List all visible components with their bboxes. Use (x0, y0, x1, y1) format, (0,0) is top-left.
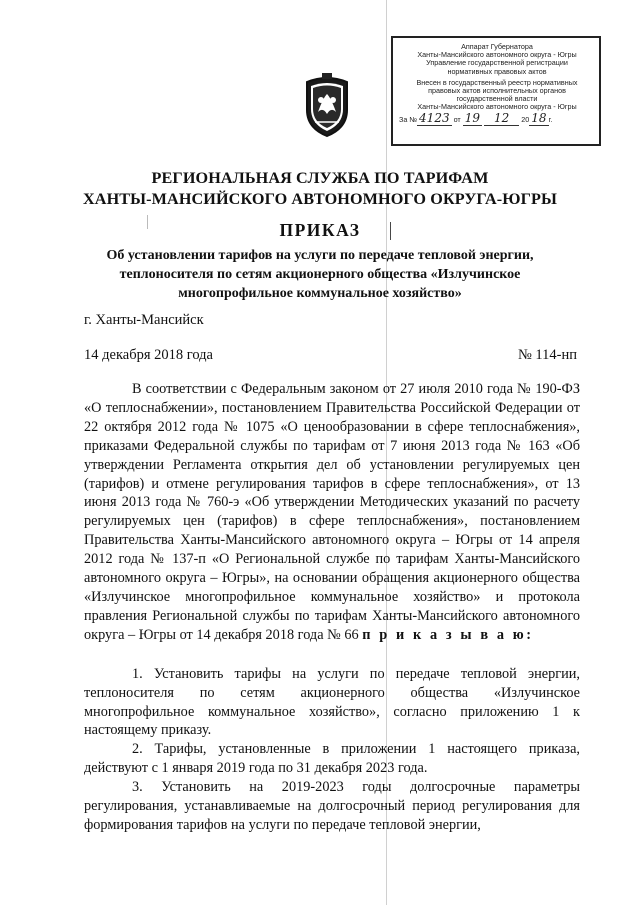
order-item-2: 2. Тарифы, установленные в приложении 1 настоящего приказа, действуют с 1 января 2019 года по 31 декабря 2023 года. (84, 741, 580, 777)
stamp-line: государственной власти (456, 95, 538, 104)
preamble-paragraph (84, 380, 580, 645)
stamp-registration-number (399, 110, 595, 125)
stamp-line: Ханты-Мансийского автономного округа - Югры (417, 103, 577, 112)
coat-of-arms-icon (301, 72, 353, 138)
registration-stamp (391, 36, 601, 146)
document-type-title: ПРИКАЗ (279, 220, 361, 240)
stamp-reg-year: 18 (531, 110, 547, 125)
stamp-reg-prefix: За № (399, 114, 418, 124)
stamp-reg-year-prefix: 20 (521, 114, 530, 124)
stamp-reg-sep: от (453, 114, 461, 124)
stamp-line: Ханты-Мансийского автономного округа - Югры (417, 51, 577, 60)
document-subject: Об установлении тарифов на услуги по передаче тепловой энергии, теплоносителя по сетям акционерного общества «Излучинское многопрофильное коммунальное хозяйство» (106, 248, 534, 301)
order-item-1: 1. Установить тарифы на услуги по передаче тепловой энергии, теплоносителя по сетям акционерного общества «Излучинское многопрофильное коммунальное хозяйство», согласно приложению 1 к настоящему приказу. (84, 665, 580, 739)
stamp-line: Управление государственной регистрации (426, 59, 568, 68)
stamp-line: правовых актов исполнительных органов (428, 87, 566, 96)
stamp-reg-number: 4123 (419, 110, 450, 125)
document-city: г. Ханты-Мансийск (84, 312, 204, 328)
organization-name-line2: ХАНТЫ-МАНСИЙСКОГО АВТОНОМНОГО ОКРУГА-ЮГРЫ (83, 190, 557, 208)
document-body (84, 380, 580, 835)
document-number: № 114-нп (517, 347, 577, 363)
document-date: 14 декабря 2018 года (84, 347, 213, 363)
stamp-reg-month: 12 (484, 111, 519, 126)
organization-name-line1: РЕГИОНАЛЬНАЯ СЛУЖБА ПО ТАРИФАМ (151, 169, 489, 187)
stamp-reg-day: 19 (464, 110, 481, 125)
order-item-3: 3. Установить на 2019-2023 годы долгосрочные параметры регулирования, устанавливаемые на долгосрочный период регулирования для формирования тарифов на услуги по передаче тепловой энергии, (84, 779, 580, 833)
stamp-line: Внесен в государственный реестр нормативных (416, 78, 578, 87)
stamp-line: Аппарат Губернатора (461, 43, 533, 51)
stamp-reg-suffix: г. (548, 114, 553, 124)
order-word: п р и к а з ы в а ю: (362, 626, 534, 643)
preamble-text: В соответствии с Федеральным законом от 27 июля 2010 года № 190-ФЗ «О теплоснабжении», постановлением Правительства Российской Федерации от 22 октября 2012 года № 1075 «О ценообразовании в сфере теплоснабжения», приказами Федеральной службы по тарифам от 7 июня 2013 года № 163 «Об утверждении Регламента открытия дел об установлении регулируемых цен (тарифов) и отмене регулирования тарифов в сфере теплоснабжения», от 13 июня 2013 года № 760-э «Об утверждении Методических указаний по расчету регулируемых цен (тарифов) в сфере теплоснабжения», постановлением Правительства Ханты-Мансийского автономного округа – Югры от 14 апреля 2012 года № 137-п «О Региональной службе по тарифам Ханты-Мансийского автономного округа – Югры», на основании обращения акционерного общества «Излучинское многопрофильное коммунальное хозяйство» и протокола правления Региональной службы по тарифам Ханты-Мансийского автономного округа – Югры от 14 декабря 2018 года № 66 (84, 381, 580, 643)
stamp-line: нормативных правовых актов (447, 67, 547, 76)
